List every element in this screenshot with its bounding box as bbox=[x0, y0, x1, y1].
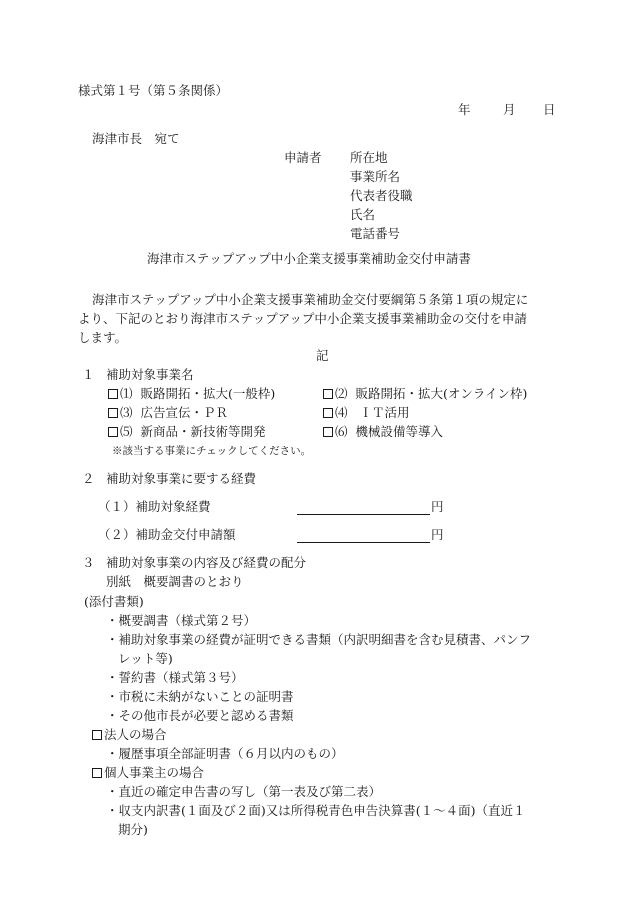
intro-line-1: 海津市ステップアップ中小企業支援事業補助金交付要綱第５条第１項の規定に bbox=[92, 292, 529, 307]
ki-mark: 記 bbox=[316, 348, 329, 363]
corp-option[interactable]: 法人の場合 bbox=[92, 727, 167, 743]
section3-heading: 補助対象事業の内容及び経費の配分 bbox=[106, 555, 307, 570]
attachment-cost-docs-cont: レット等) bbox=[118, 651, 173, 666]
checkbox-6[interactable] bbox=[323, 427, 333, 437]
indiv-checkbox[interactable] bbox=[92, 768, 102, 778]
checkbox-4[interactable] bbox=[323, 408, 333, 418]
form-number: 様式第１号（第５条関係） bbox=[78, 83, 229, 98]
subsidy-target-cost-label: （１）補助対象経費 bbox=[98, 499, 211, 514]
section3-num: ３ bbox=[82, 555, 95, 570]
attachments-heading: (添付書類) bbox=[84, 594, 144, 609]
option-2[interactable]: ⑵ 販路開拓・拡大(オンライン枠) bbox=[323, 386, 527, 402]
attachment-corp-registry: ・履歴事項全部証明書（６月以内のもの） bbox=[106, 746, 344, 761]
section1-num: １ bbox=[82, 367, 95, 382]
checkbox-5[interactable] bbox=[108, 427, 118, 437]
option-6[interactable]: ⑹ 機械設備等導入 bbox=[323, 424, 443, 440]
applicant-label: 申請者 bbox=[284, 150, 322, 165]
intro-line-3: します。 bbox=[78, 330, 128, 345]
applicant-field-address: 所在地 bbox=[350, 150, 388, 165]
checkbox-2[interactable] bbox=[323, 389, 333, 399]
yen-2: 円 bbox=[431, 527, 444, 542]
attachment-tax-return: ・直近の確定申告書の写し（第一表及び第二表） bbox=[106, 784, 382, 799]
intro-line-2: より、下記のとおり海津市ステップアップ中小企業支援事業補助金の交付を申請 bbox=[78, 311, 527, 326]
checkbox-3[interactable] bbox=[108, 408, 118, 418]
checkbox-1[interactable] bbox=[108, 389, 118, 399]
subsidy-target-cost-field[interactable] bbox=[297, 514, 430, 515]
attachment-income-statement: ・収支内訳書(１面及び２面)又は所得税青色申告決算書(１～４面)（直近１ bbox=[106, 803, 526, 818]
section3-sub: 別紙 概要調書のとおり bbox=[106, 574, 244, 589]
section1-note: ※該当する事業にチェックしてください。 bbox=[112, 445, 312, 457]
option-5[interactable]: ⑸ 新商品・新技術等開発 bbox=[108, 424, 265, 440]
date-year: 年 bbox=[458, 102, 471, 117]
attachment-pledge: ・誓約書（様式第３号） bbox=[106, 670, 244, 685]
indiv-option[interactable]: 個人事業主の場合 bbox=[92, 765, 204, 781]
yen-1: 円 bbox=[431, 499, 444, 514]
subsidy-request-amount-field[interactable] bbox=[297, 542, 430, 543]
option-4[interactable]: ⑷ ＩＴ活用 bbox=[323, 405, 409, 421]
date-day: 日 bbox=[543, 102, 556, 117]
attachment-summary: ・概要調書（様式第２号） bbox=[106, 613, 257, 628]
applicant-field-name: 氏名 bbox=[350, 207, 376, 222]
document-title: 海津市ステップアップ中小企業支援事業補助金交付申請書 bbox=[147, 251, 471, 266]
subsidy-request-amount-label: （２）補助金交付申請額 bbox=[98, 527, 236, 542]
attachment-tax-cert: ・市税に未納がないことの証明書 bbox=[106, 689, 294, 704]
applicant-field-business-name: 事業所名 bbox=[350, 169, 401, 184]
applicant-field-phone: 電話番号 bbox=[350, 226, 401, 241]
section2-heading: 補助対象事業に要する経費 bbox=[106, 471, 257, 486]
section1-heading: 補助対象事業名 bbox=[106, 367, 194, 382]
addressee: 海津市長 宛て bbox=[92, 131, 180, 146]
date-month: 月 bbox=[503, 102, 516, 117]
corp-checkbox[interactable] bbox=[92, 730, 102, 740]
section2-num: ２ bbox=[82, 471, 95, 486]
option-1[interactable]: ⑴ 販路開拓・拡大(一般枠) bbox=[108, 386, 275, 402]
applicant-field-rep-title: 代表者役職 bbox=[350, 188, 413, 203]
attachment-cost-docs: ・補助対象事業の経費が証明できる書類（内訳明細書を含む見積書、パンフ bbox=[106, 632, 532, 647]
attachment-income-statement-cont: 期分) bbox=[118, 822, 148, 837]
attachment-other: ・その他市長が必要と認める書類 bbox=[106, 708, 294, 723]
option-3[interactable]: ⑶ 広告宣伝・ＰＲ bbox=[108, 405, 228, 421]
